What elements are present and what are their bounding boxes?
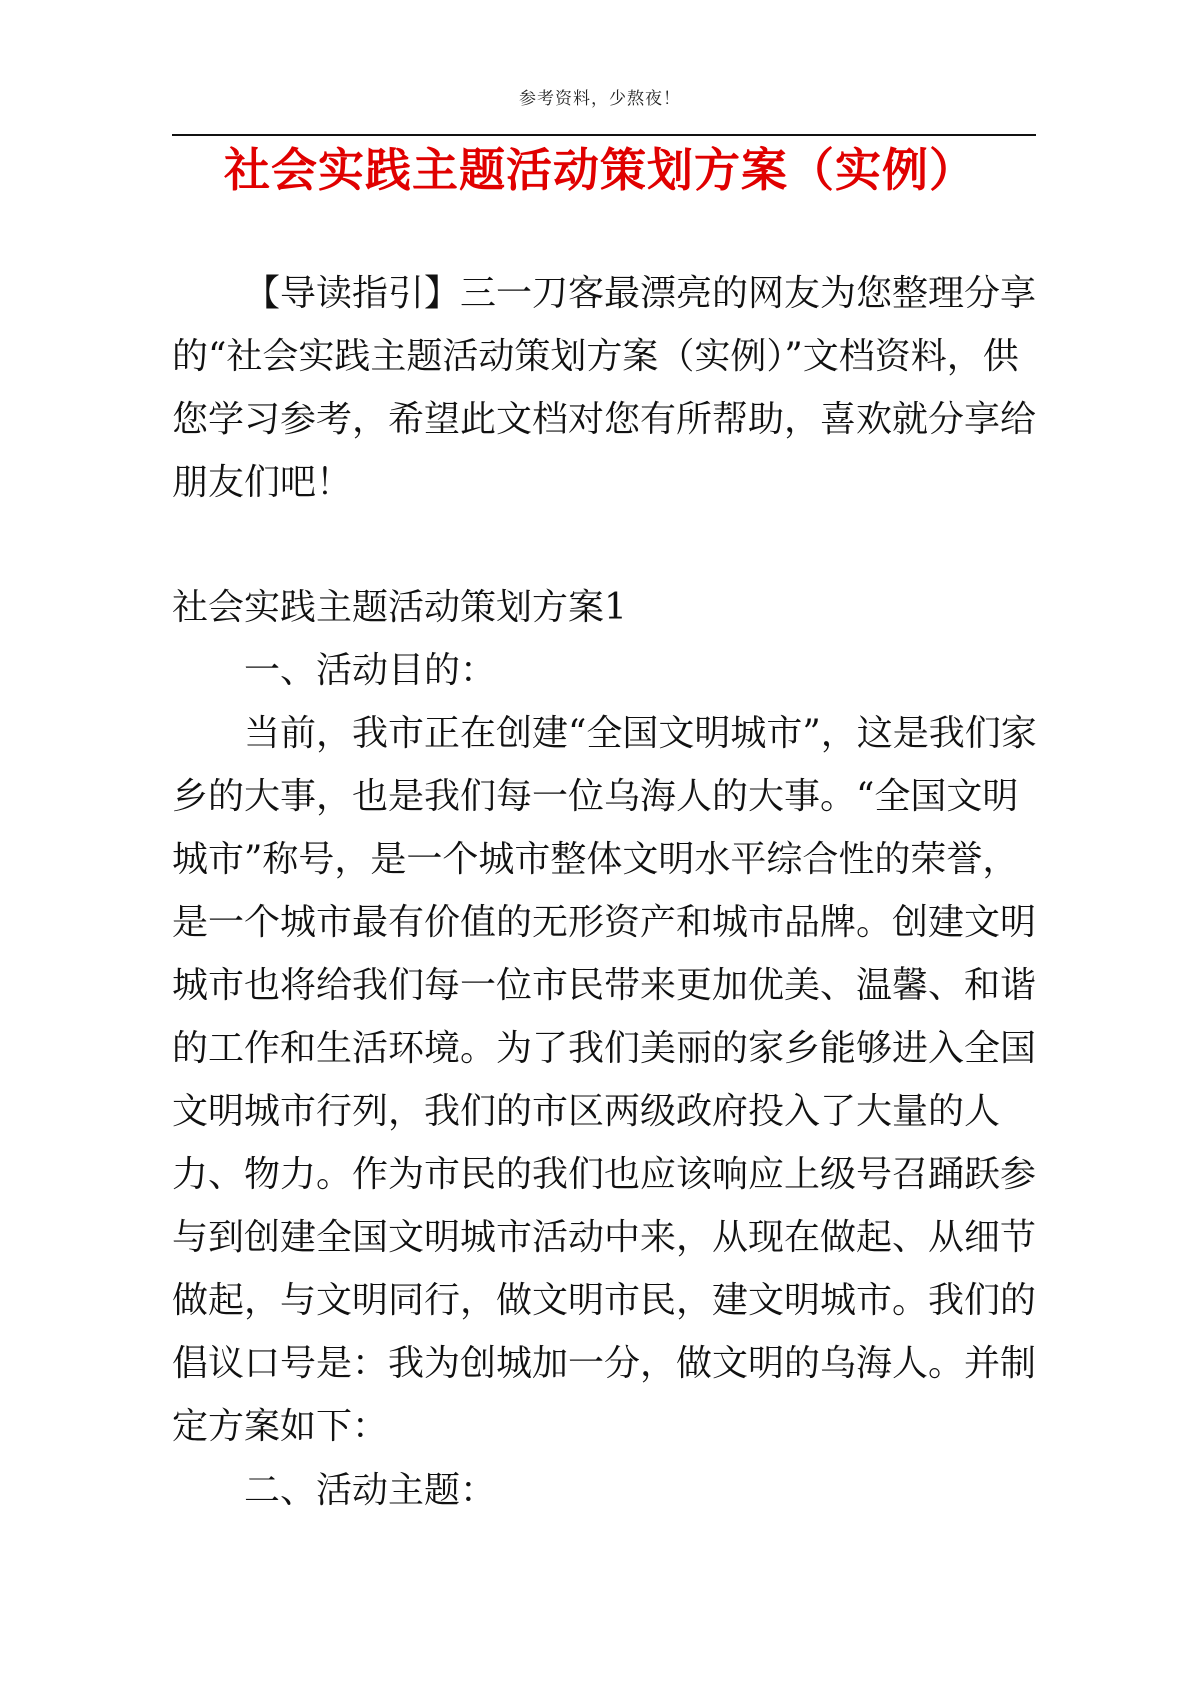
header-divider bbox=[172, 134, 1036, 136]
section-title bbox=[172, 576, 1040, 639]
goal-paragraph bbox=[172, 702, 1040, 1458]
goal-heading-text: 一、活动目的： bbox=[244, 650, 497, 691]
intro-text: 【导读指引】三一刀客最漂亮的网友为您整理分享的“社会实践主题活动策划方案（实例）”文档资料，供您学习参考，希望此文档对您有所帮助，喜欢就分享给朋友们吧！ bbox=[172, 273, 1037, 503]
document-title: 社会实践主题活动策划方案（实例） bbox=[224, 143, 976, 197]
header-note: 参考资料，少熬夜！ bbox=[519, 89, 681, 109]
goal-paragraph-text: 当前，我市正在创建“全国文明城市”，这是我们家乡的大事，也是我们每一位乌海人的大事。“全国文明城市”称号，是一个城市整体文明水平综合性的荣誉，是一个城市最有价值的无形资产和城市品牌。创建文明城市也将给我们每一位市民带来更加优美、温馨、和谐的工作和生活环境。为了我们美丽的家乡能够进入全国文明城市行列，我们的市区两级政府投入了大量的人力、物力。作为市民的我们也应该响应上级号召踊跃参与到创建全国文明城市活动中来，从现在做起、从细节做起，与文明同行，做文明市民，建文明城市。我们的倡议口号是：我为创城加一分，做文明的乌海人。并制定方案如下： bbox=[172, 713, 1037, 1447]
theme-heading bbox=[172, 1459, 1040, 1522]
theme-heading-text: 二、活动主题： bbox=[244, 1470, 497, 1511]
goal-heading bbox=[172, 639, 1040, 702]
section-title-text: 社会实践主题活动策划方案1 bbox=[172, 587, 627, 628]
intro-paragraph bbox=[172, 262, 1040, 514]
